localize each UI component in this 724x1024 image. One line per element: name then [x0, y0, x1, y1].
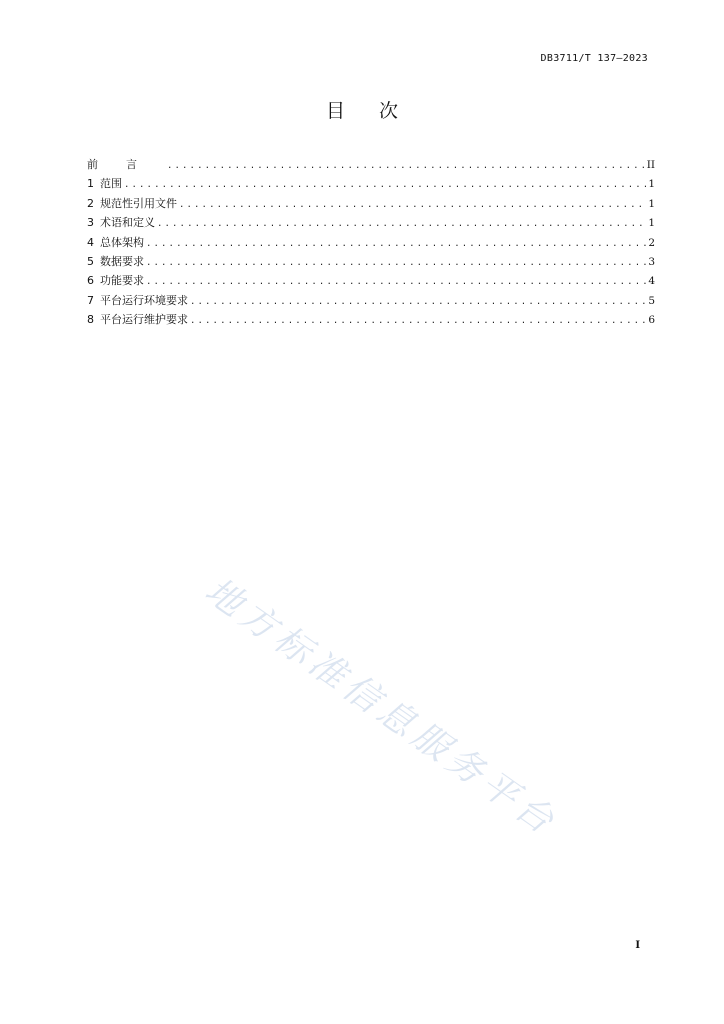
toc-entry-label: 数据要求: [100, 254, 144, 268]
toc-entry-number: 4: [87, 235, 94, 249]
toc-entry-label: 平台运行环境要求: [100, 293, 188, 307]
toc-entry-label: 平台运行维护要求: [100, 313, 188, 327]
toc-entry-function-requirements[interactable]: [87, 271, 655, 290]
toc-entry-label: 规范性引用文件: [100, 196, 177, 210]
toc-leader-dots: [167, 157, 645, 176]
toc-entry-label: 总体架构: [100, 235, 144, 249]
toc-entry-page: 2: [648, 236, 655, 249]
watermark: 地方标准信息服务平台: [197, 570, 566, 845]
toc-entry-label: 前言: [87, 158, 165, 171]
toc-entry-normative-references[interactable]: [87, 194, 655, 213]
toc-entry-number: 5: [87, 254, 94, 268]
toc-entry-number: 2: [87, 196, 94, 210]
toc-entry-label: 范围: [100, 177, 122, 191]
toc-entry-page: 4: [648, 275, 655, 288]
toc-entry-architecture[interactable]: [87, 233, 655, 252]
toc-entry-page: 5: [648, 294, 655, 307]
toc-title: 目次: [325, 100, 432, 122]
toc-leader-dots: [190, 312, 646, 331]
page-number: I: [635, 940, 640, 951]
table-of-contents: [87, 155, 655, 330]
toc-leader-dots: [190, 293, 646, 312]
toc-leader-dots: [146, 254, 646, 273]
toc-entry-number: 6: [87, 274, 94, 288]
toc-entry-runtime-environment[interactable]: [87, 291, 655, 310]
toc-entry-number: 7: [87, 293, 94, 307]
toc-entry-page: 6: [648, 314, 655, 327]
toc-leader-dots: [146, 273, 646, 292]
toc-entry-number: 1: [87, 177, 94, 191]
document-code: DB3711/T 137—2023: [540, 53, 648, 64]
toc-leader-dots: [146, 235, 646, 254]
toc-entry-label: 术语和定义: [100, 216, 155, 230]
toc-entry-scope[interactable]: [87, 174, 655, 193]
toc-entry-maintenance[interactable]: [87, 310, 655, 329]
toc-entry-number: 8: [87, 313, 94, 327]
toc-entry-label: 功能要求: [100, 274, 144, 288]
toc-leader-dots: [179, 196, 646, 215]
toc-entry-terms-definitions[interactable]: [87, 213, 655, 232]
toc-entry-number: 3: [87, 216, 94, 230]
toc-leader-dots: [124, 176, 646, 195]
toc-entry-page: II: [646, 159, 655, 171]
toc-entry-page: 1: [648, 197, 655, 210]
toc-entry-foreword[interactable]: [87, 155, 655, 174]
toc-entry-page: 1: [648, 178, 655, 191]
toc-entry-page: 3: [648, 255, 655, 268]
toc-entry-data-requirements[interactable]: [87, 252, 655, 271]
toc-leader-dots: [157, 215, 646, 234]
toc-entry-page: 1: [648, 217, 655, 230]
